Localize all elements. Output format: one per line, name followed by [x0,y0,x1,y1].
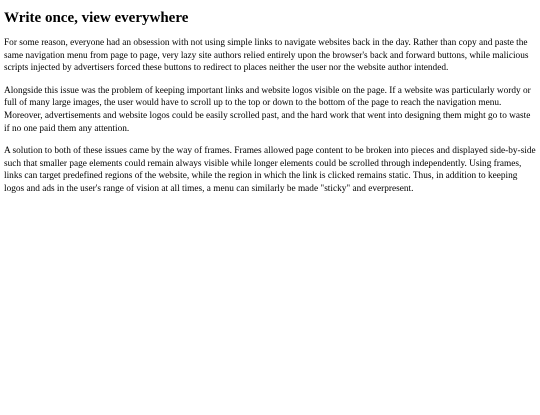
paragraph-navigation-problem: For some reason, everyone had an obsession with not using simple links to navigate websites back in the day. Rather than copy and paste the same navigation menu from page to page, very lazy site authors relied entirely upon the browser's back and forward buttons, while malicious scripts injected by advertisers forced these buttons to redirect to places neither the user nor the website author intended. [4,38,529,74]
page-title: Write once, view everywhere [4,10,189,26]
paragraph-frames-solution: A solution to both of these issues came by the way of frames. Frames allowed page content to be broken into pieces and displayed side-by-side such that smaller page elements could remain always visible while longer elements could be scrolled through independently. Using frames, links can target predefined regions of the website, while the region in which the link is clicked remains static. Thus, in addition to keeping logos and ads in the user's range of vision at all times, a menu can similarly be made "sticky" and everpresent. [4,146,536,194]
article [0,10,540,196]
paragraph-visibility-problem: Alongside this issue was the problem of keeping important links and website logos visible on the page. If a website was particularly wordy or full of many large images, the user would have to scroll up to the top or down to the bottom of the page to reach the navigation menu. Moreover, advertisements and website logos could be easily scrolled past, and the hard work that went into designing them might go to waste if no one paid them any attention. [4,85,531,134]
